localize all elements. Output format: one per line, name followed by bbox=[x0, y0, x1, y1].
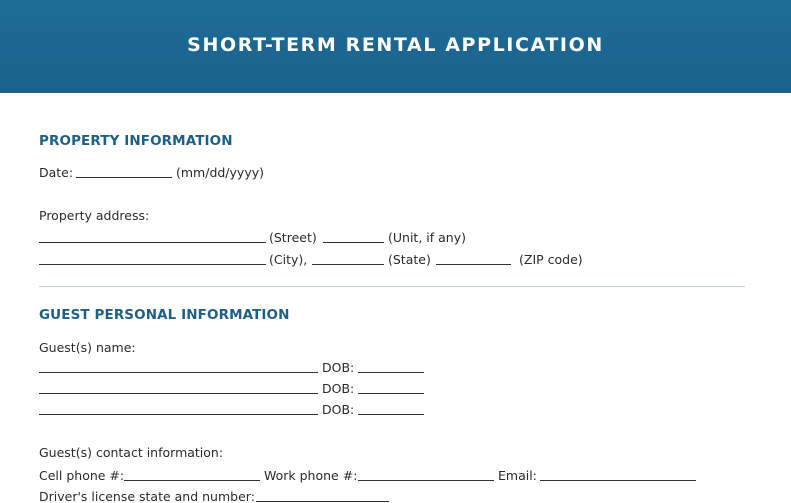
drivers-license-label: Driver's license state and number: bbox=[39, 489, 255, 503]
cell-phone-field[interactable] bbox=[124, 480, 260, 481]
guest-name-field-1[interactable] bbox=[39, 372, 318, 373]
guest-name-field-2[interactable] bbox=[39, 393, 318, 394]
dob-field-1[interactable] bbox=[358, 372, 424, 373]
zip-hint: (ZIP code) bbox=[519, 252, 583, 267]
email-label: Email: bbox=[498, 468, 537, 483]
date-format-hint: (mm/dd/yyyy) bbox=[176, 165, 264, 180]
page-title: SHORT-TERM RENTAL APPLICATION bbox=[187, 34, 604, 56]
date-label: Date: bbox=[39, 165, 74, 180]
dob-field-3[interactable] bbox=[358, 414, 424, 415]
contact-info-label: Guest(s) contact information: bbox=[39, 445, 224, 460]
dob-label-2: DOB: bbox=[322, 381, 355, 396]
dob-label-3: DOB: bbox=[322, 402, 355, 417]
guest-name-field-3[interactable] bbox=[39, 414, 318, 415]
dob-label-1: DOB: bbox=[322, 360, 355, 375]
city-hint: (City), bbox=[269, 252, 308, 267]
state-hint: (State) bbox=[388, 252, 431, 267]
city-field[interactable] bbox=[39, 264, 266, 265]
work-phone-field[interactable] bbox=[358, 480, 494, 481]
state-field[interactable] bbox=[312, 264, 384, 265]
unit-hint: (Unit, if any) bbox=[388, 230, 466, 245]
date-field[interactable] bbox=[76, 177, 172, 178]
drivers-license-field[interactable] bbox=[256, 501, 389, 502]
section-heading-property: PROPERTY INFORMATION bbox=[39, 133, 233, 149]
guest-name-label: Guest(s) name: bbox=[39, 340, 136, 355]
zip-field[interactable] bbox=[436, 264, 511, 265]
email-field[interactable] bbox=[540, 480, 696, 481]
unit-field[interactable] bbox=[323, 242, 384, 243]
cell-phone-label: Cell phone #: bbox=[39, 468, 125, 483]
property-address-label: Property address: bbox=[39, 208, 150, 223]
section-divider bbox=[39, 286, 745, 287]
street-field[interactable] bbox=[39, 242, 266, 243]
section-heading-guest: GUEST PERSONAL INFORMATION bbox=[39, 307, 290, 323]
street-hint: (Street) bbox=[269, 230, 317, 245]
header-banner bbox=[0, 0, 791, 93]
dob-field-2[interactable] bbox=[358, 393, 424, 394]
work-phone-label: Work phone #: bbox=[264, 468, 358, 483]
